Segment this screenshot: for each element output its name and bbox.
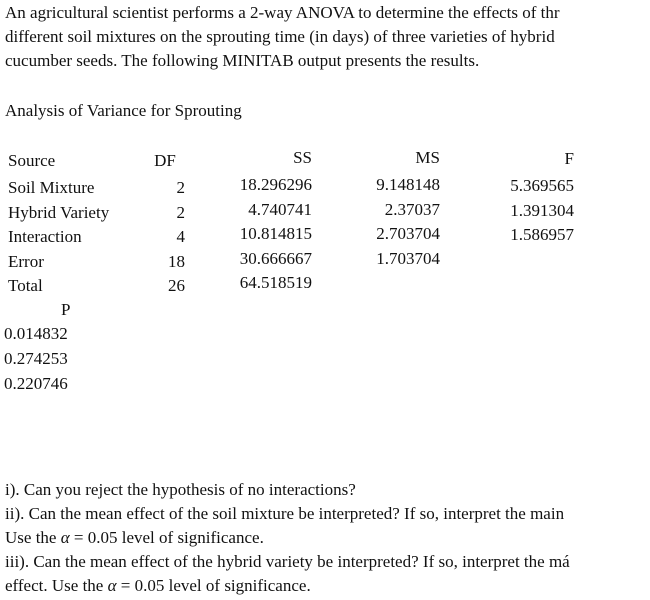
header-source: Source	[8, 151, 56, 170]
text: = 0.05 level of significance.	[116, 576, 311, 595]
p-value: 0.014832	[4, 324, 68, 343]
row-source: Interaction	[8, 227, 82, 246]
alpha-symbol: α	[60, 528, 70, 547]
header-p: P	[61, 300, 71, 319]
row-f: 1.586957	[510, 225, 574, 244]
intro-line-3: cucumber seeds. The following MINITAB output presents the results.	[5, 51, 480, 70]
row-df: 18	[168, 252, 185, 271]
row-f: 1.391304	[510, 201, 574, 220]
question-1: i). Can you reject the hypothesis of no interactions?	[5, 480, 356, 499]
p-value: 0.274253	[4, 349, 68, 368]
row-df: 26	[168, 276, 185, 295]
p-value: 0.220746	[4, 374, 68, 393]
row-source: Error	[8, 252, 44, 271]
alpha-symbol: α	[107, 576, 117, 595]
row-source: Total	[8, 276, 43, 295]
questions	[5, 478, 570, 598]
text: effect. Use the	[5, 576, 108, 595]
row-ss: 64.518519	[239, 273, 312, 292]
header-ms: MS	[415, 148, 440, 167]
header-f: F	[564, 149, 574, 168]
row-ss: 18.296296	[239, 175, 312, 194]
row-df: 4	[176, 227, 185, 246]
intro-line-1: An agricultural scientist performs a 2-way ANOVA to determine the effects of thr	[5, 3, 560, 22]
row-ms: 9.148148	[376, 175, 440, 194]
anova-table	[0, 147, 650, 297]
text: = 0.05 level of significance.	[69, 528, 264, 547]
anova-heading: Analysis of Variance for Sprouting	[5, 101, 242, 120]
row-source: Soil Mixture	[8, 178, 95, 197]
row-ss: 10.814815	[239, 224, 312, 243]
question-3-line-1: iii). Can the mean effect of the hybrid variety be interpreted? If so, interpret the má	[5, 552, 570, 571]
question-2-line-1: ii). Can the mean effect of the soil mixture be interpreted? If so, interpret the main	[5, 504, 565, 523]
row-df: 2	[176, 203, 185, 222]
row-ms: 2.37037	[384, 200, 440, 219]
row-f: 5.369565	[510, 176, 574, 195]
header-df: DF	[154, 151, 176, 170]
question-3-line-2	[5, 574, 570, 598]
row-source: Hybrid Variety	[8, 203, 110, 222]
header-ss: SS	[293, 148, 312, 167]
row-ss: 4.740741	[248, 200, 312, 219]
question-2-line-2	[5, 526, 570, 550]
row-df: 2	[176, 178, 185, 197]
p-value-column	[4, 298, 70, 397]
row-ss: 30.666667	[239, 249, 312, 268]
text: Use the	[5, 528, 61, 547]
intro-line-2: different soil mixtures on the sprouting time (in days) of three varieties of hybrid	[5, 27, 555, 46]
row-ms: 2.703704	[376, 224, 440, 243]
row-ms: 1.703704	[376, 249, 440, 268]
problem-intro	[5, 1, 650, 73]
